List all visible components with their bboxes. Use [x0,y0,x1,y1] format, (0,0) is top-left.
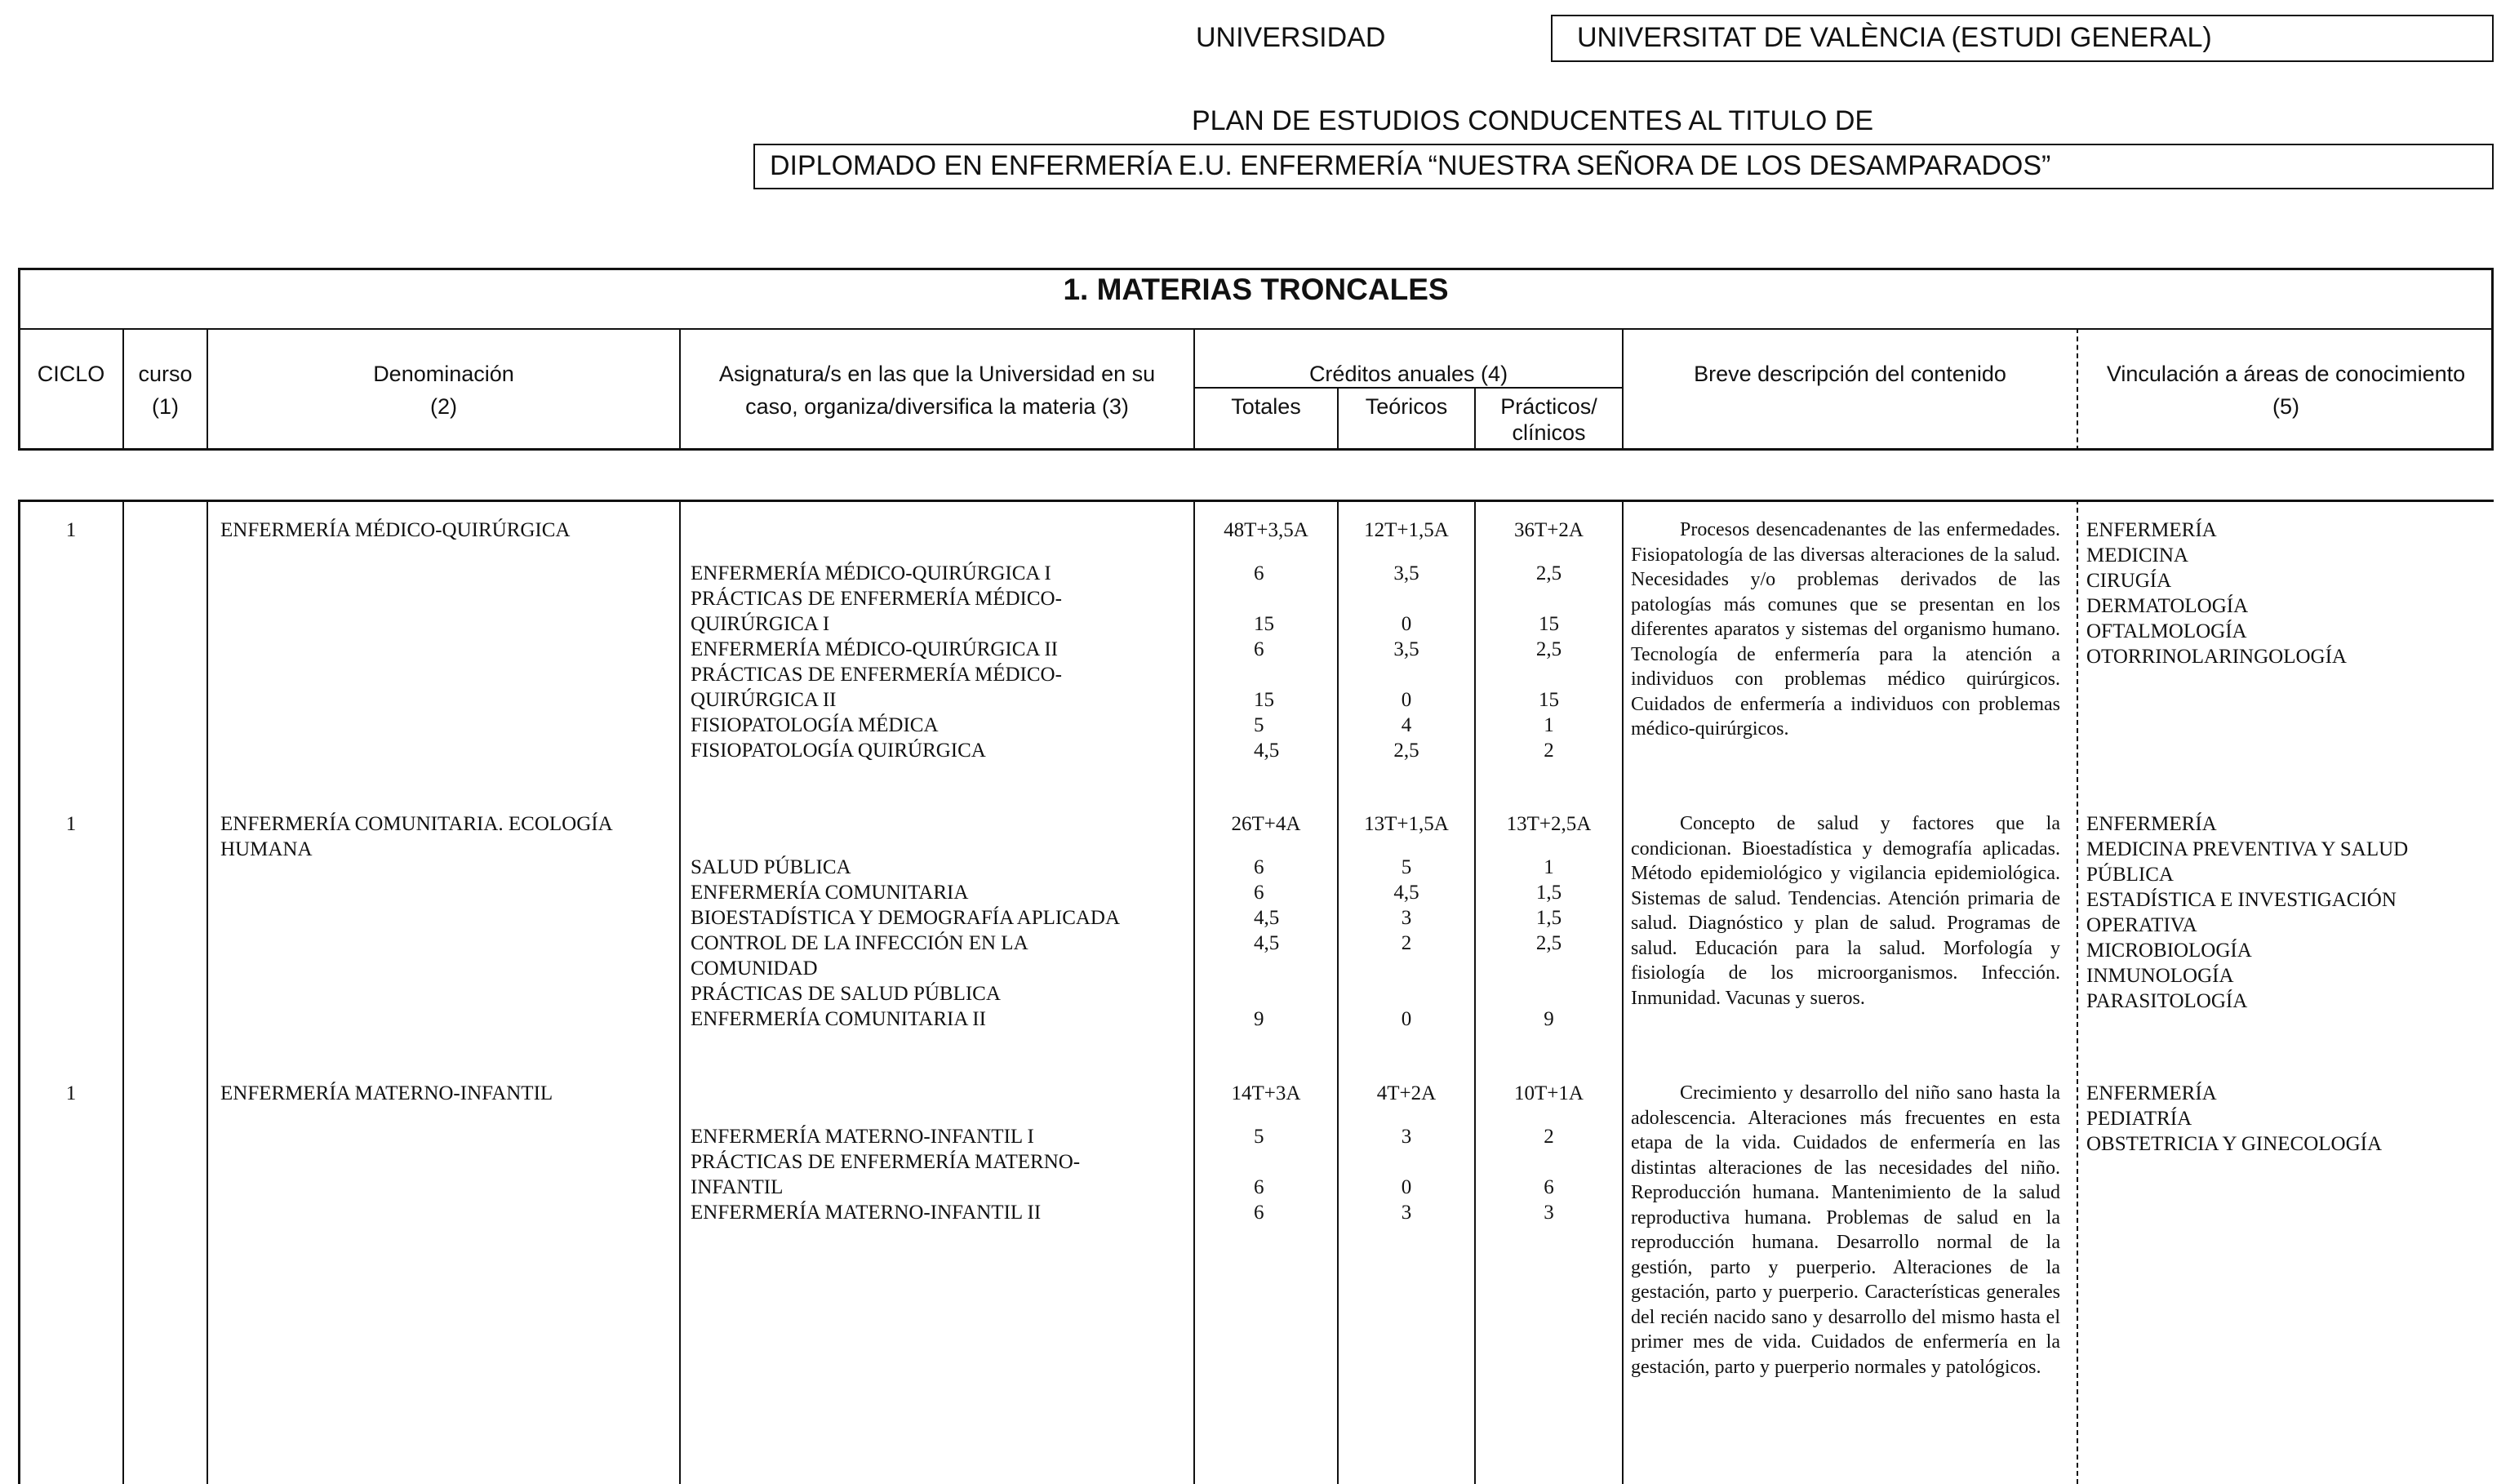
teoricos-value [1339,586,1474,611]
row-totales [1254,561,1335,763]
practicos-value: 9 [1544,1008,1554,1030]
practicos-value: 2,5 [1535,562,1562,584]
hdr-denominacion-note: (2) [430,394,457,419]
area-item: DERMATOLOGÍA [2086,595,2249,617]
body-sep-4 [1193,500,1195,1484]
section-title: 1. MATERIAS TRONCALES [1063,273,1449,306]
teoricos-value: 0 [1401,613,1412,635]
asignatura-line: BIOESTADÍSTICA Y DEMOGRAFÍA APLICADA [691,907,1121,929]
practicos-value [1476,1149,1622,1175]
hdr-ciclo: CICLO [37,362,105,386]
asignatura-line: PRÁCTICAS DE ENFERMERÍA MATERNO- [691,1151,1081,1173]
hdr-descripcion: Breve descripción del contenido [1694,362,2006,386]
practicos-value [1476,586,1622,611]
row-totales [1254,1124,1335,1225]
totales-value: 15 [1254,689,1274,711]
teoricos-value [1339,662,1474,687]
body-sep-3 [679,500,681,1484]
body-top-border [18,500,2494,502]
area-item: MICROBIOLOGÍA [2086,940,2252,962]
plan-label: PLAN DE ESTUDIOS CONDUCENTES AL TITULO DE [1192,105,1874,136]
row-summary-practicos: 36T+2A [1514,519,1584,541]
area-item: CIRUGÍA [2086,570,2172,592]
hdr-curso: curso [138,362,193,386]
hdr-teoricos: Teóricos [1365,394,1448,419]
practicos-value: 3 [1544,1202,1554,1224]
asignatura-line: ENFERMERÍA MATERNO-INFANTIL II [691,1202,1042,1224]
body-sep-2 [207,500,208,1484]
denominacion-line: ENFERMERÍA COMUNITARIA. ECOLOGÍA [220,813,613,835]
hdr-asignaturas-2: caso, organiza/diversifica la materia (3) [745,394,1129,419]
teoricos-value: 5 [1401,856,1412,878]
teoricos-value: 0 [1401,689,1412,711]
titulo-box [753,144,2494,189]
area-item: OTORRINOLARINGOLOGÍA [2086,646,2347,668]
row-practicos [1476,855,1622,1032]
hdr-vinculacion: Vinculación a áreas de conocimiento [2106,362,2466,386]
area-item: MEDICINA [2086,544,2188,566]
row-practicos [1476,561,1622,763]
practicos-value: 2 [1544,1126,1554,1148]
denominacion-line: ENFERMERÍA MATERNO-INFANTIL [220,1082,553,1104]
hdr-totales: Totales [1231,394,1301,419]
hdr-curso-note: (1) [152,394,179,419]
row-practicos [1476,1124,1622,1225]
practicos-value [1476,662,1622,687]
row-teoricos [1339,561,1474,763]
area-item: ENFERMERÍA [2086,519,2217,541]
row-summary-teoricos: 4T+2A [1376,1082,1437,1104]
asignatura-line: PRÁCTICAS DE SALUD PÚBLICA [691,983,1001,1005]
asignatura-line: ENFERMERÍA MATERNO-INFANTIL I [691,1126,1034,1148]
asignatura-line: ENFERMERÍA COMUNITARIA [691,882,969,904]
asignatura-line: PRÁCTICAS DE ENFERMERÍA MÉDICO- [691,664,1062,686]
row-descripcion [1631,1081,2060,1380]
totales-value: 6 [1254,882,1264,904]
area-item: INMUNOLOGÍA [2086,965,2234,987]
teoricos-value [1339,981,1474,1006]
practicos-value: 15 [1539,689,1559,711]
area-item: OPERATIVA [2086,914,2197,936]
totales-value: 15 [1254,613,1274,635]
asignatura-line: ENFERMERÍA MÉDICO-QUIRÚRGICA II [691,638,1058,660]
asignatura-line: FISIOPATOLOGÍA MÉDICA [691,714,939,736]
asignatura-line: INFANTIL [691,1176,784,1198]
row-summary-totales: 48T+3,5A [1224,519,1308,541]
totales-value [1254,981,1335,1006]
asignatura-line: QUIRÚRGICA I [691,613,830,635]
teoricos-value: 3 [1401,1126,1412,1148]
body-sep-8 [2077,500,2078,1484]
practicos-value: 2 [1544,740,1554,762]
hdr-practicos-2: clínicos [1512,420,1586,445]
universidad-label: UNIVERSIDAD [1196,22,1386,53]
row-ciclo: 1 [65,519,77,541]
row-teoricos [1339,1124,1474,1225]
teoricos-value: 3,5 [1393,562,1419,584]
practicos-value: 2,5 [1535,638,1562,660]
practicos-value: 2,5 [1535,932,1562,954]
teoricos-value: 2,5 [1393,740,1419,762]
body-sep-7 [1622,500,1624,1484]
asignatura-line: CONTROL DE LA INFECCIÓN EN LA [691,932,1028,954]
teoricos-value: 4 [1401,714,1412,736]
row-denominacion [220,1081,677,1106]
row-areas [2086,811,2490,1014]
hdr-asignaturas-1: Asignatura/s en las que la Universidad en su [718,362,1156,386]
row-summary-totales: 14T+3A [1231,1082,1301,1104]
asignatura-line: ENFERMERÍA COMUNITARIA II [691,1008,986,1030]
area-item: PÚBLICA [2086,864,2174,886]
area-item: OFTALMOLOGÍA [2086,620,2247,642]
practicos-value [1476,981,1622,1006]
totales-value: 4,5 [1254,740,1280,762]
universidad-value-box [1551,15,2494,62]
row-denominacion [220,518,677,543]
practicos-value: 1 [1544,714,1554,736]
totales-value [1254,586,1335,611]
area-item: MEDICINA PREVENTIVA Y SALUD [2086,838,2409,860]
totales-value: 9 [1254,1008,1264,1030]
descripcion-text: Procesos desencadenantes de las enfermedades. Fisiopatología de las diversas alteraciones de la salud. Necesidades y/o problemas derivados de las patologías más comunes que se presentan en los diferentes aparatos y sistemas del organismo humano. Tecnología de enfermería para la atención a individuos con problemas médico quirúrgicos. Cuidados de enfermería a individuos con problemas médico-quirúrgicos. [1631,519,2060,740]
asignatura-line: COMUNIDAD [691,957,818,980]
hdr-denominacion: Denominación [373,362,514,386]
row-asignaturas [691,1124,1193,1225]
section-title-divider [18,328,2494,330]
asignatura-line: ENFERMERÍA MÉDICO-QUIRÚRGICA I [691,562,1051,584]
teoricos-value: 3 [1401,907,1412,929]
descripcion-text: Crecimiento y desarrollo del niño sano hasta la adolescencia. Alteraciones más frecuentes en esta etapa de la vida. Cuidados de enfermería en las distintas alteraciones de las necesidades del niño. Reproducción humana. Mantenimiento de la salud reproductiva humana. Problemas de salud en la reproducción humana. Desarrollo normal de la gestión, parto y puerperio. Alteraciones de la gestación, parto y puerperio. Características generales del recién nacido sano y desarrollo del mismo hasta el primer mes de vida. Cuidados de enfermería en la gestación, parto y puerperio normales y patológicos. [1631,1082,2060,1378]
totales-value: 6 [1254,1202,1264,1224]
totales-value: 6 [1254,562,1264,584]
totales-value: 6 [1254,638,1264,660]
row-denominacion [220,811,677,862]
row-ciclo: 1 [65,1082,77,1104]
practicos-value [1476,956,1622,981]
totales-value [1254,956,1335,981]
teoricos-value [1339,956,1474,981]
totales-value: 6 [1254,856,1264,878]
denominacion-line: HUMANA [220,838,313,860]
titulo-value: DIPLOMADO EN ENFERMERÍA E.U. ENFERMERÍA “NUESTRA SEÑORA DE LOS DESAMPARADOS” [770,150,2051,181]
practicos-value: 6 [1544,1176,1554,1198]
practicos-value: 15 [1539,613,1559,635]
teoricos-value: 3,5 [1393,638,1419,660]
row-summary-teoricos: 12T+1,5A [1364,519,1449,541]
row-ciclo: 1 [65,813,77,835]
practicos-value: 1 [1544,856,1554,878]
body-sep-1 [122,500,124,1484]
body-sep-0 [18,500,20,1484]
asignatura-line: SALUD PÚBLICA [691,856,851,878]
asignatura-line: QUIRÚRGICA II [691,689,837,711]
totales-value: 5 [1254,1126,1264,1148]
denominacion-line: ENFERMERÍA MÉDICO-QUIRÚRGICA [220,519,571,541]
row-totales [1254,855,1335,1032]
teoricos-value: 3 [1401,1202,1412,1224]
practicos-value: 1,5 [1535,882,1562,904]
row-asignaturas [691,561,1193,763]
descripcion-text: Concepto de salud y factores que la condicionan. Bioestadística y demografía aplicadas. Método epidemiológico y vigilancia epidemiológica. Sistemas de salud. Tendencias. Atención primaria de salud. Diagnóstico y plan de salud. Programas de salud. Educación para la salud. Morfología y fisiología de los microorganismos. Infección. Inmunidad. Vacunas y sueros. [1631,813,2060,1009]
hdr-creditos: Créditos anuales (4) [1308,362,1508,386]
totales-value: 5 [1254,714,1264,736]
area-item: ENFERMERÍA [2086,813,2217,835]
row-descripcion [1631,811,2060,1011]
totales-value: 6 [1254,1176,1264,1198]
teoricos-value [1339,1149,1474,1175]
practicos-value: 1,5 [1535,907,1562,929]
asignatura-line: PRÁCTICAS DE ENFERMERÍA MÉDICO- [691,588,1062,610]
row-summary-teoricos: 13T+1,5A [1364,813,1449,835]
teoricos-value: 2 [1401,932,1412,954]
teoricos-value: 4,5 [1393,882,1419,904]
area-item: ENFERMERÍA [2086,1082,2217,1104]
row-summary-practicos: 10T+1A [1514,1082,1584,1104]
row-teoricos [1339,855,1474,1032]
teoricos-value: 0 [1401,1008,1412,1030]
row-areas [2086,1081,2490,1157]
asignatura-line: FISIOPATOLOGÍA QUIRÚRGICA [691,740,986,762]
teoricos-value: 0 [1401,1176,1412,1198]
row-summary-practicos: 13T+2,5A [1506,813,1592,835]
totales-value: 4,5 [1254,932,1280,954]
totales-value [1254,1149,1335,1175]
row-summary-totales: 26T+4A [1231,813,1301,835]
area-item: PEDIATRÍA [2086,1108,2192,1130]
totales-value [1254,662,1335,687]
hdr-vinculacion-note: (5) [2272,394,2299,419]
hdr-practicos-1: Prácticos/ [1500,394,1597,419]
row-asignaturas [691,855,1193,1032]
row-areas [2086,518,2490,669]
universidad-value: UNIVERSITAT DE VALÈNCIA (ESTUDI GENERAL) [1577,22,2212,53]
area-item: PARASITOLOGÍA [2086,990,2248,1012]
row-descripcion [1631,518,2060,742]
area-item: OBSTETRICIA Y GINECOLOGÍA [2086,1133,2383,1155]
totales-value: 4,5 [1254,907,1280,929]
area-item: ESTADÍSTICA E INVESTIGACIÓN [2086,889,2397,911]
